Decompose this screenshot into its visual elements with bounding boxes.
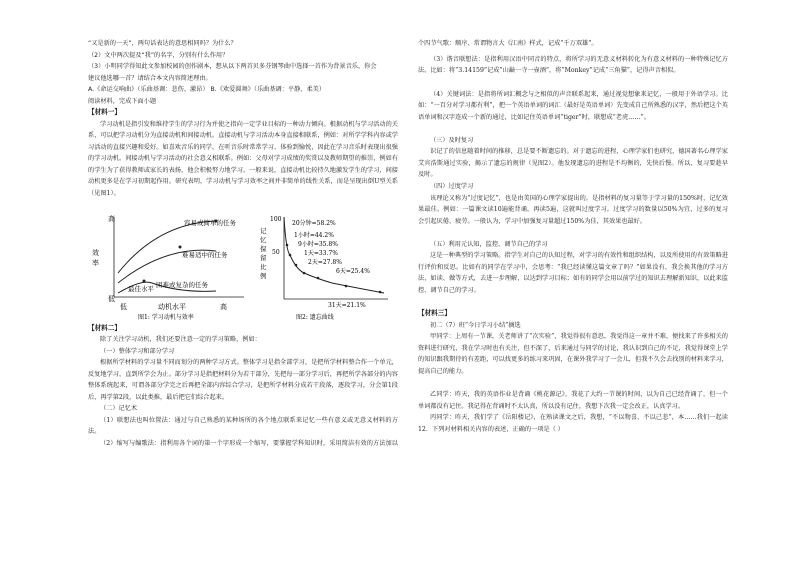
- material3-subtitle: 初二（7）班“今日学习小结”摘选: [430, 321, 521, 329]
- figure-2: [256, 211, 396, 326]
- left-column: [88, 38, 398, 450]
- fig1-y-label-1: 效: [92, 248, 99, 257]
- fig1-x-low: 低: [120, 302, 127, 311]
- fig2-label-2d: 2天=27.8%: [308, 258, 342, 266]
- item3-text: 识记了的信息随着时间的推移，总是要不断遗忘的。对于遗忘的进程，心理学家们也研究，德国著名心理学家艾宾浩斯通过实验，揭示了遗忘的规律（见图2）。他发现遗忘的进程是不均衡的，先快后慢。所以，复习要趁早及时。: [418, 148, 728, 178]
- item1-title: （一）整体学习和部分学习: [100, 347, 175, 355]
- fig2-label-31d: 31天=21.1%: [328, 301, 366, 309]
- fig1-y-low: 低: [108, 294, 115, 303]
- fig1-y-high: 高: [108, 214, 115, 223]
- item5-text: 这是一种典型的学习策略。指学生对自己的认知过程，对学习的有效性和组织结构，以及所使用的有效策略进行评价和反思。比如有的同学在学习中，会思考：“我已经读懂这篇文章了吗？”如果没有，我会换其他的学习方法，如读、做等方式，去进一步理解，以达到学习目标；如有的同学会用以前学过的知识去理解新知识，以此来监控、调节自己的学习。: [418, 252, 728, 294]
- question-12: 12．下列对材料相关内容的表述，正确的一项是（ ）: [418, 426, 564, 433]
- material2-intro: 除了关注学习动机，我们还要注意一定的学习策略，例如：: [100, 336, 261, 343]
- question-line: （3）小明同学得知此文参加校园的创作剧本，想从以下两首贝多芬钢琴曲中选择一首作为背景音乐，你会: [88, 63, 377, 70]
- fig1-y-label-2: 率: [92, 258, 99, 267]
- fig2-caption: 图2: 遗忘曲线: [296, 313, 334, 321]
- item2-title: （二）记忆术: [100, 405, 138, 412]
- fig1-curve-medium: 难易适中的任务: [182, 250, 228, 259]
- binding-margin: [18, 0, 58, 562]
- material1-title: 【材料一】: [88, 108, 121, 116]
- item4-text: 该理论又称为“过度记忆”，也是由美国的心理学家提出的。是指材料的复习量等于学习量的150%时，记忆效果最佳。例如：一篇课文读10遍能背诵，再读5遍，这就叫过度学习。过度学习的数量以50%为宜，过多的复习会引起厌倦、疲劳。一般认为，学习中加强复习量超过150%为佳，其效果也最好。: [418, 194, 728, 225]
- fig2-y-label-6: 例: [260, 271, 267, 280]
- memory-p4: （4）关键词法：是指将所词汇概念与之相似的声音联系起来，通过视觉想象来记忆，一般用于外语学习。比如：“一百分对学习都有利”，把一个英语单词的词汇（最好是英语单词）先变成自己所熟悉的汉字，然后把这个英语单词和汉字连成一个新的通过，比如记住英语单词“tiger”时，联想成“老虎……”。: [418, 90, 728, 121]
- question-line: 阅读材料，完成下面小题: [88, 97, 157, 105]
- figures-area: [88, 211, 398, 323]
- fig2-label-20min: 20分钟=58.2%: [292, 219, 336, 227]
- item2-p2: （2）缩写与编歌法：指利用各个词的第一个字形成一个缩写，要掌握学科知识时，采用简洁有效的方法加以: [100, 439, 398, 447]
- fig2-tick-50: 50: [272, 248, 280, 256]
- fig2-y-label-1: 记: [260, 226, 267, 235]
- item4-title: （四）过度学习: [430, 183, 474, 190]
- item2-p1: （1）联想法也叫位置法：通过与自己熟悉的某种场所的各个地点联系来记忆一些有意义或无意义材料的方法。: [88, 416, 398, 435]
- fig1-curve-easy: 容易或简单的任务: [184, 218, 236, 227]
- fig2-y-label-3: 保: [260, 244, 267, 253]
- item5-title: （五）利用元认知，监控、调节自己的学习: [430, 240, 548, 248]
- material2-title: 【材料二】: [88, 323, 121, 332]
- fig2-label-6d: 6天=25.4%: [336, 267, 370, 275]
- item1-text: 根据所学材料的学习量不同而划分的两种学习方式。整体学习是指全部学习，是把所学材料整合作一个单元，反复地学习，直到所学会为止。部分学习是指把材料分为若干部分，先把每一部分学习后，再把所学各部分的内容整体系统起来，可谓各部分学完之后再把全部内容综合学习，是把所学材料分成若干段落，逐段学习，分会第1段后，再学第2段，以此类推，最后把它们综合起来。: [88, 359, 398, 401]
- material3-a: 甲同学：上周有一节课，关老师讲了“次实验”，我觉得很有意思，我觉得这一章并不难，便找来了许多相关的资料进行研究，我在学习时也有关注，但不深了，后来通过与同学的讨论，我认识到自己的不足，我觉得课堂上学的知识跟我期待的有差距，可以找更多的练习来巩固，在课外我学习了一会儿，但我不久会去找别的材料来学习，提高自己的能力。: [418, 333, 728, 375]
- right-column: [418, 38, 728, 436]
- fig2-y-label-4: 留: [260, 253, 267, 262]
- item3-title: （三）及时复习: [430, 136, 474, 144]
- fig2-tick-100: 100: [270, 215, 282, 223]
- fig2-y-label-2: 忆: [260, 235, 267, 244]
- fig1-x-high: 高: [220, 302, 227, 311]
- fig2-label-1d: 1天=33.7%: [304, 249, 338, 257]
- material3-c: 丙同学：昨天，我们学了《岳阳楼记》，在熟读课文之后，我想，“不以物喜，不以己悲”，本……我们一起读: [430, 414, 728, 421]
- material3-b: 乙同学：昨天，我的英语作业是背诵《桃花源记》，我花了大约一节课的时间，以为自己已经背诵了，但一个单词都没有记住。我记得在背诵时不太认真，所以没有记住，我想下次我一定会改正，认真学习。: [418, 391, 728, 410]
- fig1-curve-hard: 困难或复杂的任务: [156, 280, 208, 289]
- fig2-y-label-5: 比: [260, 262, 267, 271]
- question-line: “又是新的一天”，两句话表达的意思相同吗？为什么？: [88, 40, 237, 47]
- fig2-label-9h: 9小时=35.8%: [298, 240, 338, 248]
- question-line: （2）文中两次提及“我”的名字，分别有什么作用？: [88, 51, 229, 59]
- fig1-x-mid: 动机水平: [158, 302, 186, 311]
- material3-title: 【材料三】: [418, 309, 451, 317]
- material1-text: 学习动机是指引发和维持学生的学习行为并使之指向一定学业目标的一种动力倾向。根据动机与学习活动的关系，可以把学习动机分为直接动机和间接动机。直接动机与学习活动本身直接相联系，例如：对所学学科内容或学习活动的直接兴趣和爱好。如喜欢音乐的同学，在听音乐时常常学习、体验到愉悦，因此在学习音乐时表现出很强的学习动机。间接动机与学习活动的社会意义相联系。例如：父母对学习成绩的奖赏以及教师期望的推崇，例如有的学生为了获得教师或家长的表扬，他会积极努力地学习。一般来说，直接动机比较持久地激发学生的学习，间接动机更多是在学习初期起作用。研究表明，学习动机与学习效率之间并非简单的线性关系，而是呈现出倒U型关系（见图1）。: [88, 120, 398, 197]
- right-top-line: 个四节气歌：顺序、常谓物言大《江南》样式，记成“千万双雄”。: [418, 40, 598, 47]
- fig1-caption: 图1: 学习动机与效率: [138, 313, 194, 321]
- question-line: 建议他选哪一首？请结合本文内容简述理由。: [88, 74, 212, 82]
- fig2-label-1h: 1小时=44.2%: [294, 231, 334, 239]
- memory-p3: （3）谐音联想法：是指利用汉语中同音的特点，将所学习的无意义材料转化为有意义材料的一种特殊记忆方法。比如：将“3.14159”记成“山巅一寺一壶酒”，将“Monkey”记成“三角猫”，记得声音相似。: [418, 55, 728, 74]
- question-line: A.《命运交响曲》（乐曲基调：悲伤、激昂） B.《欢爱圆舞》（乐曲基调：平静、柔美）: [88, 86, 326, 93]
- fig1-optimal: 最佳水平: [128, 284, 154, 293]
- figure-1: [88, 211, 250, 326]
